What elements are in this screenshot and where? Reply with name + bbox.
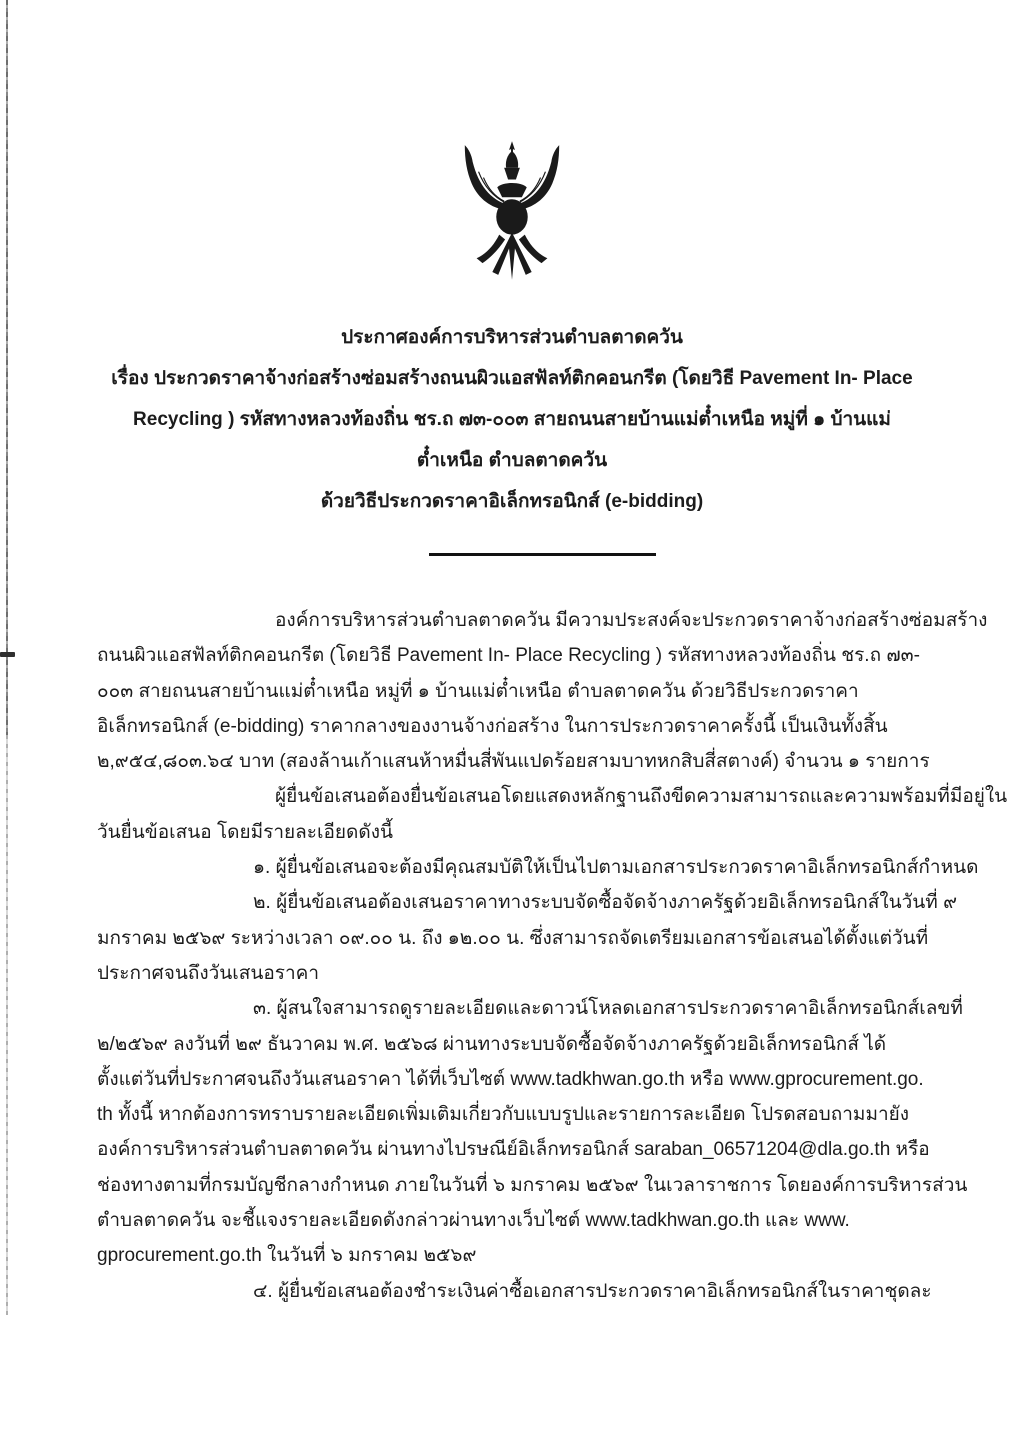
body-line: วันยื่นข้อเสนอ โดยมีรายละเอียดดังนี้ <box>97 821 393 843</box>
horizontal-divider-rule <box>429 553 656 556</box>
body-line: ผู้ยื่นข้อเสนอต้องยื่นข้อเสนอโดยแสดงหลักฐานถึงขีดความสามารถและความพร้อมที่มีอยู่ใน <box>275 786 1008 808</box>
garuda-emblem-icon <box>453 136 571 288</box>
title-line-method: ด้วยวิธีประกวดราคาอิเล็กทรอนิกส์ (e-bidding) <box>320 491 704 512</box>
body-line: gprocurement.go.th ในวันที่ ๖ มกราคม ๒๕๖๙ <box>97 1245 477 1267</box>
announcement-title-block <box>60 317 964 522</box>
body-line: ๒,๙๕๔,๘๐๓.๖๔ บาท (สองล้านเก้าแสนห้าหมื่นสี่พันแปดร้อยสามบาทหกสิบสี่สตางค์) จำนวน ๑ รายการ <box>97 751 930 773</box>
body-line: องค์การบริหารส่วนตำบลตาดควัน ผ่านทางไปรษณีย์อิเล็กทรอนิกส์ saraban_06571204@dla.go.th หรือ <box>97 1139 930 1161</box>
scan-edge-artifact-bottom <box>6 735 8 1315</box>
body-line-item-1: ๑. ผู้ยื่นข้อเสนอจะต้องมีคุณสมบัติให้เป็นไปตามเอกสารประกวดราคาอิเล็กทรอนิกส์กำหนด <box>253 857 979 879</box>
body-line: th ทั้งนี้ หากต้องการทราบรายละเอียดเพิ่มเติมเกี่ยวกับแบบรูปและรายการละเอียด โปรดสอบถามมายัง <box>97 1104 910 1126</box>
body-line-item-3: ๓. ผู้สนใจสามารถดูรายละเอียดและดาวน์โหลดเอกสารประกวดราคาอิเล็กทรอนิกส์เลขที่ <box>253 998 963 1020</box>
title-line-subject-3: ต๋ำเหนือ ตำบลตาดควัน <box>416 450 608 471</box>
announcement-body <box>97 603 1008 1309</box>
scan-edge-artifact-top <box>6 0 8 735</box>
body-line: ตั้งแต่วันที่ประกาศจนถึงวันเสนอราคา ได้ที่เว็บไซต์ www.tadkhwan.go.th หรือ www.gprocurement.go. <box>97 1068 924 1090</box>
body-line: ๒/๒๕๖๙ ลงวันที่ ๒๙ ธันวาคม พ.ศ. ๒๕๖๘ ผ่านทางระบบจัดซื้อจัดจ้างภาครัฐด้วยอิเล็กทรอนิกส์ ได้ <box>97 1033 887 1055</box>
body-line: ตำบลตาดควัน จะชี้แจงรายละเอียดดังกล่าวผ่านทางเว็บไซต์ www.tadkhwan.go.th และ www. <box>97 1210 850 1232</box>
body-line: ถนนผิวแอสฟัลท์ติกคอนกรีต (โดยวิธี Pavement In- Place Recycling ) รหัสทางหลวงท้องถิ่น ชร.ถ ๗๓- <box>97 645 920 667</box>
body-line: มกราคม ๒๕๖๙ ระหว่างเวลา ๐๙.๐๐ น. ถึง ๑๒.๐๐ น. ซึ่งสามารถจัดเตรียมเอกสารข้อเสนอได้ตั้งแต่วันที่ <box>97 927 929 949</box>
scan-edge-tick-mark <box>0 652 15 657</box>
title-line-issuer: ประกาศองค์การบริหารส่วนตำบลตาดควัน <box>341 327 683 348</box>
body-line: ประกาศจนถึงวันเสนอราคา <box>97 962 320 984</box>
title-line-subject-2: Recycling ) รหัสทางหลวงท้องถิ่น ชร.ถ ๗๓-๐๐๓ สายถนนสายบ้านแม่ต๋ำเหนือ หมู่ที่ ๑ บ้านแม่ <box>133 409 891 430</box>
title-line-subject-1: เรื่อง ประกวดราคาจ้างก่อสร้างซ่อมสร้างถนนผิวแอสฟัลท์ติกคอนกรีต (โดยวิธี Pavement In- Place <box>111 368 913 389</box>
body-line: อิเล็กทรอนิกส์ (e-bidding) ราคากลางของงานจ้างก่อสร้าง ในการประกวดราคาครั้งนี้ เป็นเงินทั้งสิ้น <box>97 715 888 737</box>
body-line: องค์การบริหารส่วนตำบลตาดควัน มีความประสงค์จะประกวดราคาจ้างก่อสร้างซ่อมสร้าง <box>275 610 988 631</box>
body-line: ๐๐๓ สายถนนสายบ้านแม่ต๋ำเหนือ หมู่ที่ ๑ บ้านแม่ต๋ำเหนือ ตำบลตาดควัน ด้วยวิธีประกวดราคา <box>97 680 859 702</box>
body-line: ช่องทางตามที่กรมบัญชีกลางกำหนด ภายในวันที่ ๖ มกราคม ๒๕๖๙ ในเวลาราชการ โดยองค์การบริหารส่วน <box>97 1174 968 1196</box>
body-line-item-4: ๔. ผู้ยื่นข้อเสนอต้องชำระเงินค่าซื้อเอกสารประกวดราคาอิเล็กทรอนิกส์ในราคาชุดละ <box>253 1280 932 1302</box>
body-line-item-2: ๒. ผู้ยื่นข้อเสนอต้องเสนอราคาทางระบบจัดซื้อจัดจ้างภาครัฐด้วยอิเล็กทรอนิกส์ในวันที่ ๙ <box>253 892 957 914</box>
